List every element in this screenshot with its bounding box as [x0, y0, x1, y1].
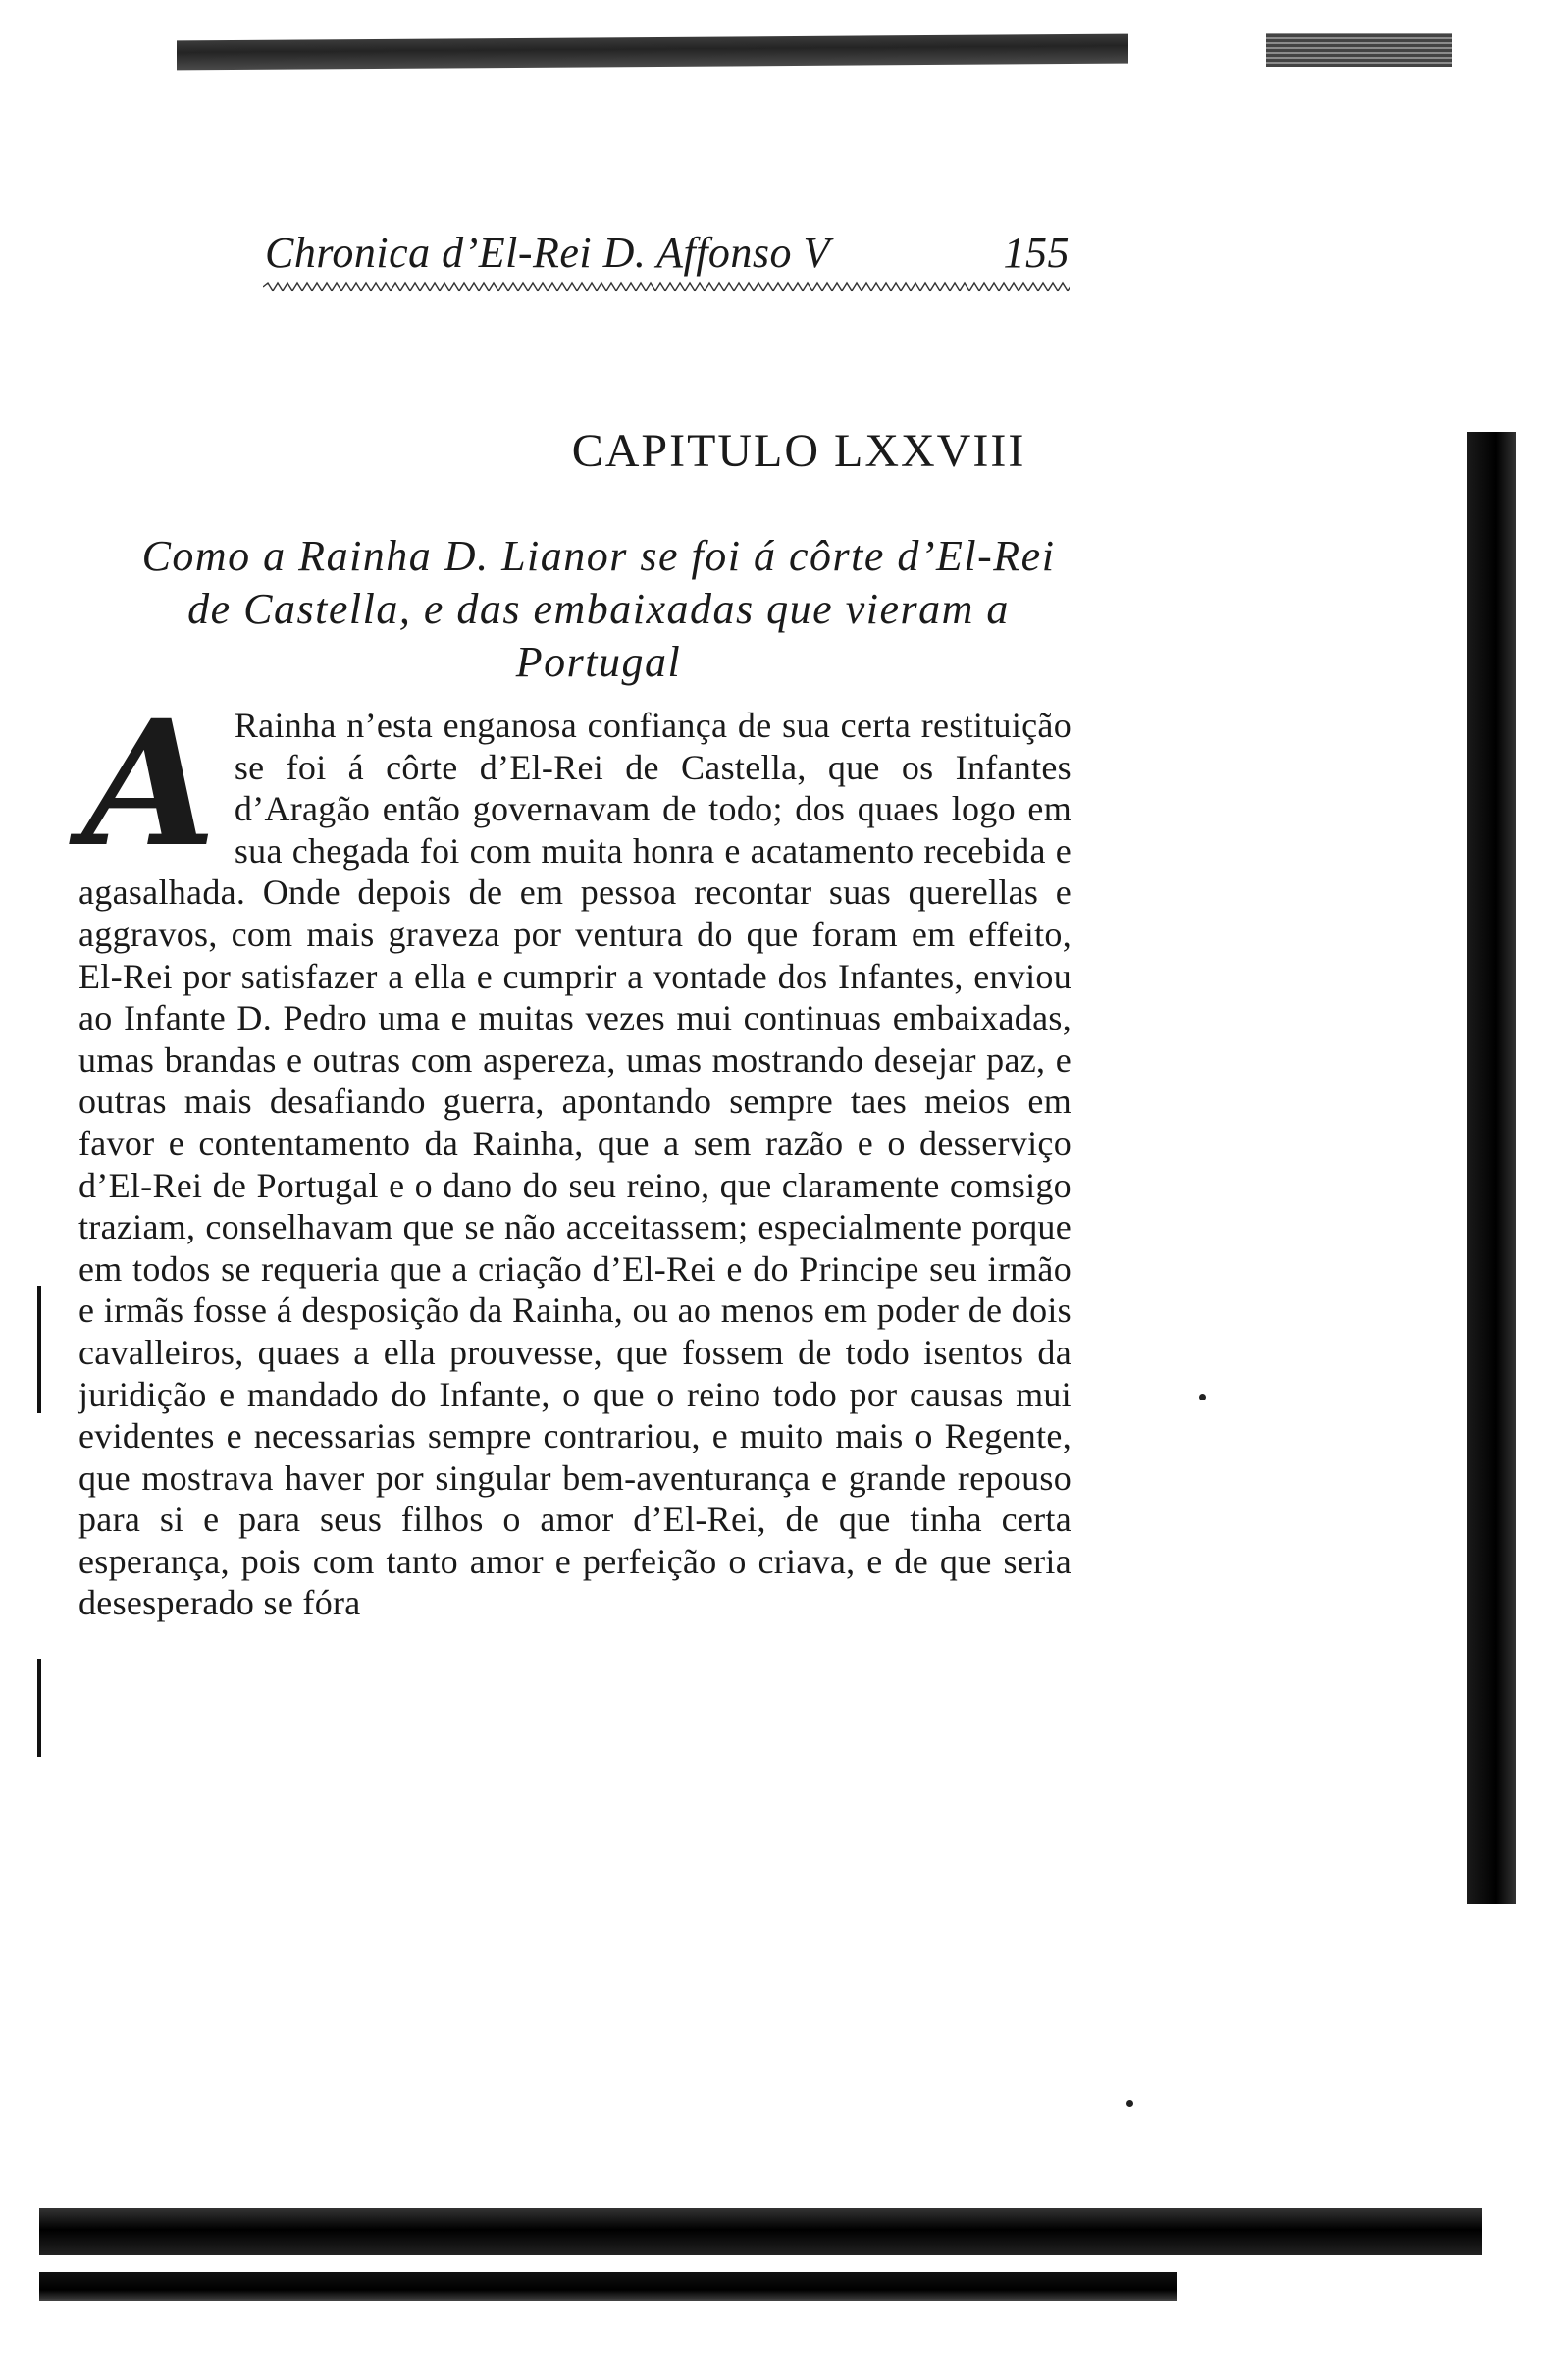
margin-dot [1126, 2100, 1133, 2107]
scan-edge-right [1467, 432, 1516, 1904]
header-wavy-rule [263, 281, 1070, 292]
body-text: Rainha n’esta enganosa confiança de sua certa restituição se foi á côrte d’El-Rei de Castella, que os Infantes d’Aragão então governavam de todo; dos quaes logo em sua chegada foi com muita honra e acatamento recebida e agasalhada. Onde depois de em pessoa recontar suas querellas e aggravos, com mais graveza por ventura do que foram em effeito, El-Rei por satisfazer a ella e cumprir a vontade dos Infantes, enviou ao Infante D. Pedro uma e muitas vezes mui continuas embaixadas, umas brandas e outras com aspereza, umas mostrando desejar paz, e outras mais desafiando guerra, apontando sempre taes meios em favor e contentamento da Rainha, que a sem razão e o desserviço d’El-Rei de Portugal e o dano do seu reino, que claramente comsigo traziam, conselhavam que se não acceitassem; especialmente porque em todos se requeria que a criação d’El-Rei e do Principe seu irmão e irmãs fosse á desposição da Rainha, ou ao menos em poder de dois cavalleiros, quaes a ella prouvesse, que fossem de todo isentos da juridição e mandado do Infante, o que o reino todo por causas mui evidentes e necessarias sempre contrariou, e muito mais o Regente, que mostrava haver por singular bem-aventurança e grande repouso para si e para seus filhos o amor d’El-Rei, de que tinha certa esperança, pois com tanto amor e perfeição o criava, e de que seria desesperado se fóra [78, 706, 1071, 1623]
page-number: 155 [1003, 229, 1070, 277]
margin-dot [1199, 1394, 1206, 1400]
body-paragraph [78, 682, 1071, 1624]
chapter-title: CAPITULO LXXVIII [571, 425, 1026, 477]
margin-mark-lower [37, 1659, 41, 1757]
running-header [265, 228, 1070, 287]
running-title: Chronica d’El-Rei D. Affonso V [265, 229, 830, 277]
margin-mark-upper [37, 1286, 41, 1413]
scan-edge-bottom [39, 2208, 1482, 2255]
scan-edge-top [177, 34, 1128, 71]
drop-cap: A [82, 682, 217, 885]
chapter-subtitle: Como a Rainha D. Lianor se foi á côrte d’El-Rei de Castella, e das embaixadas que vieram a Portugal [141, 532, 1056, 686]
scan-edge-bottom-lower [39, 2272, 1177, 2301]
scan-edge-top-right [1266, 33, 1452, 67]
